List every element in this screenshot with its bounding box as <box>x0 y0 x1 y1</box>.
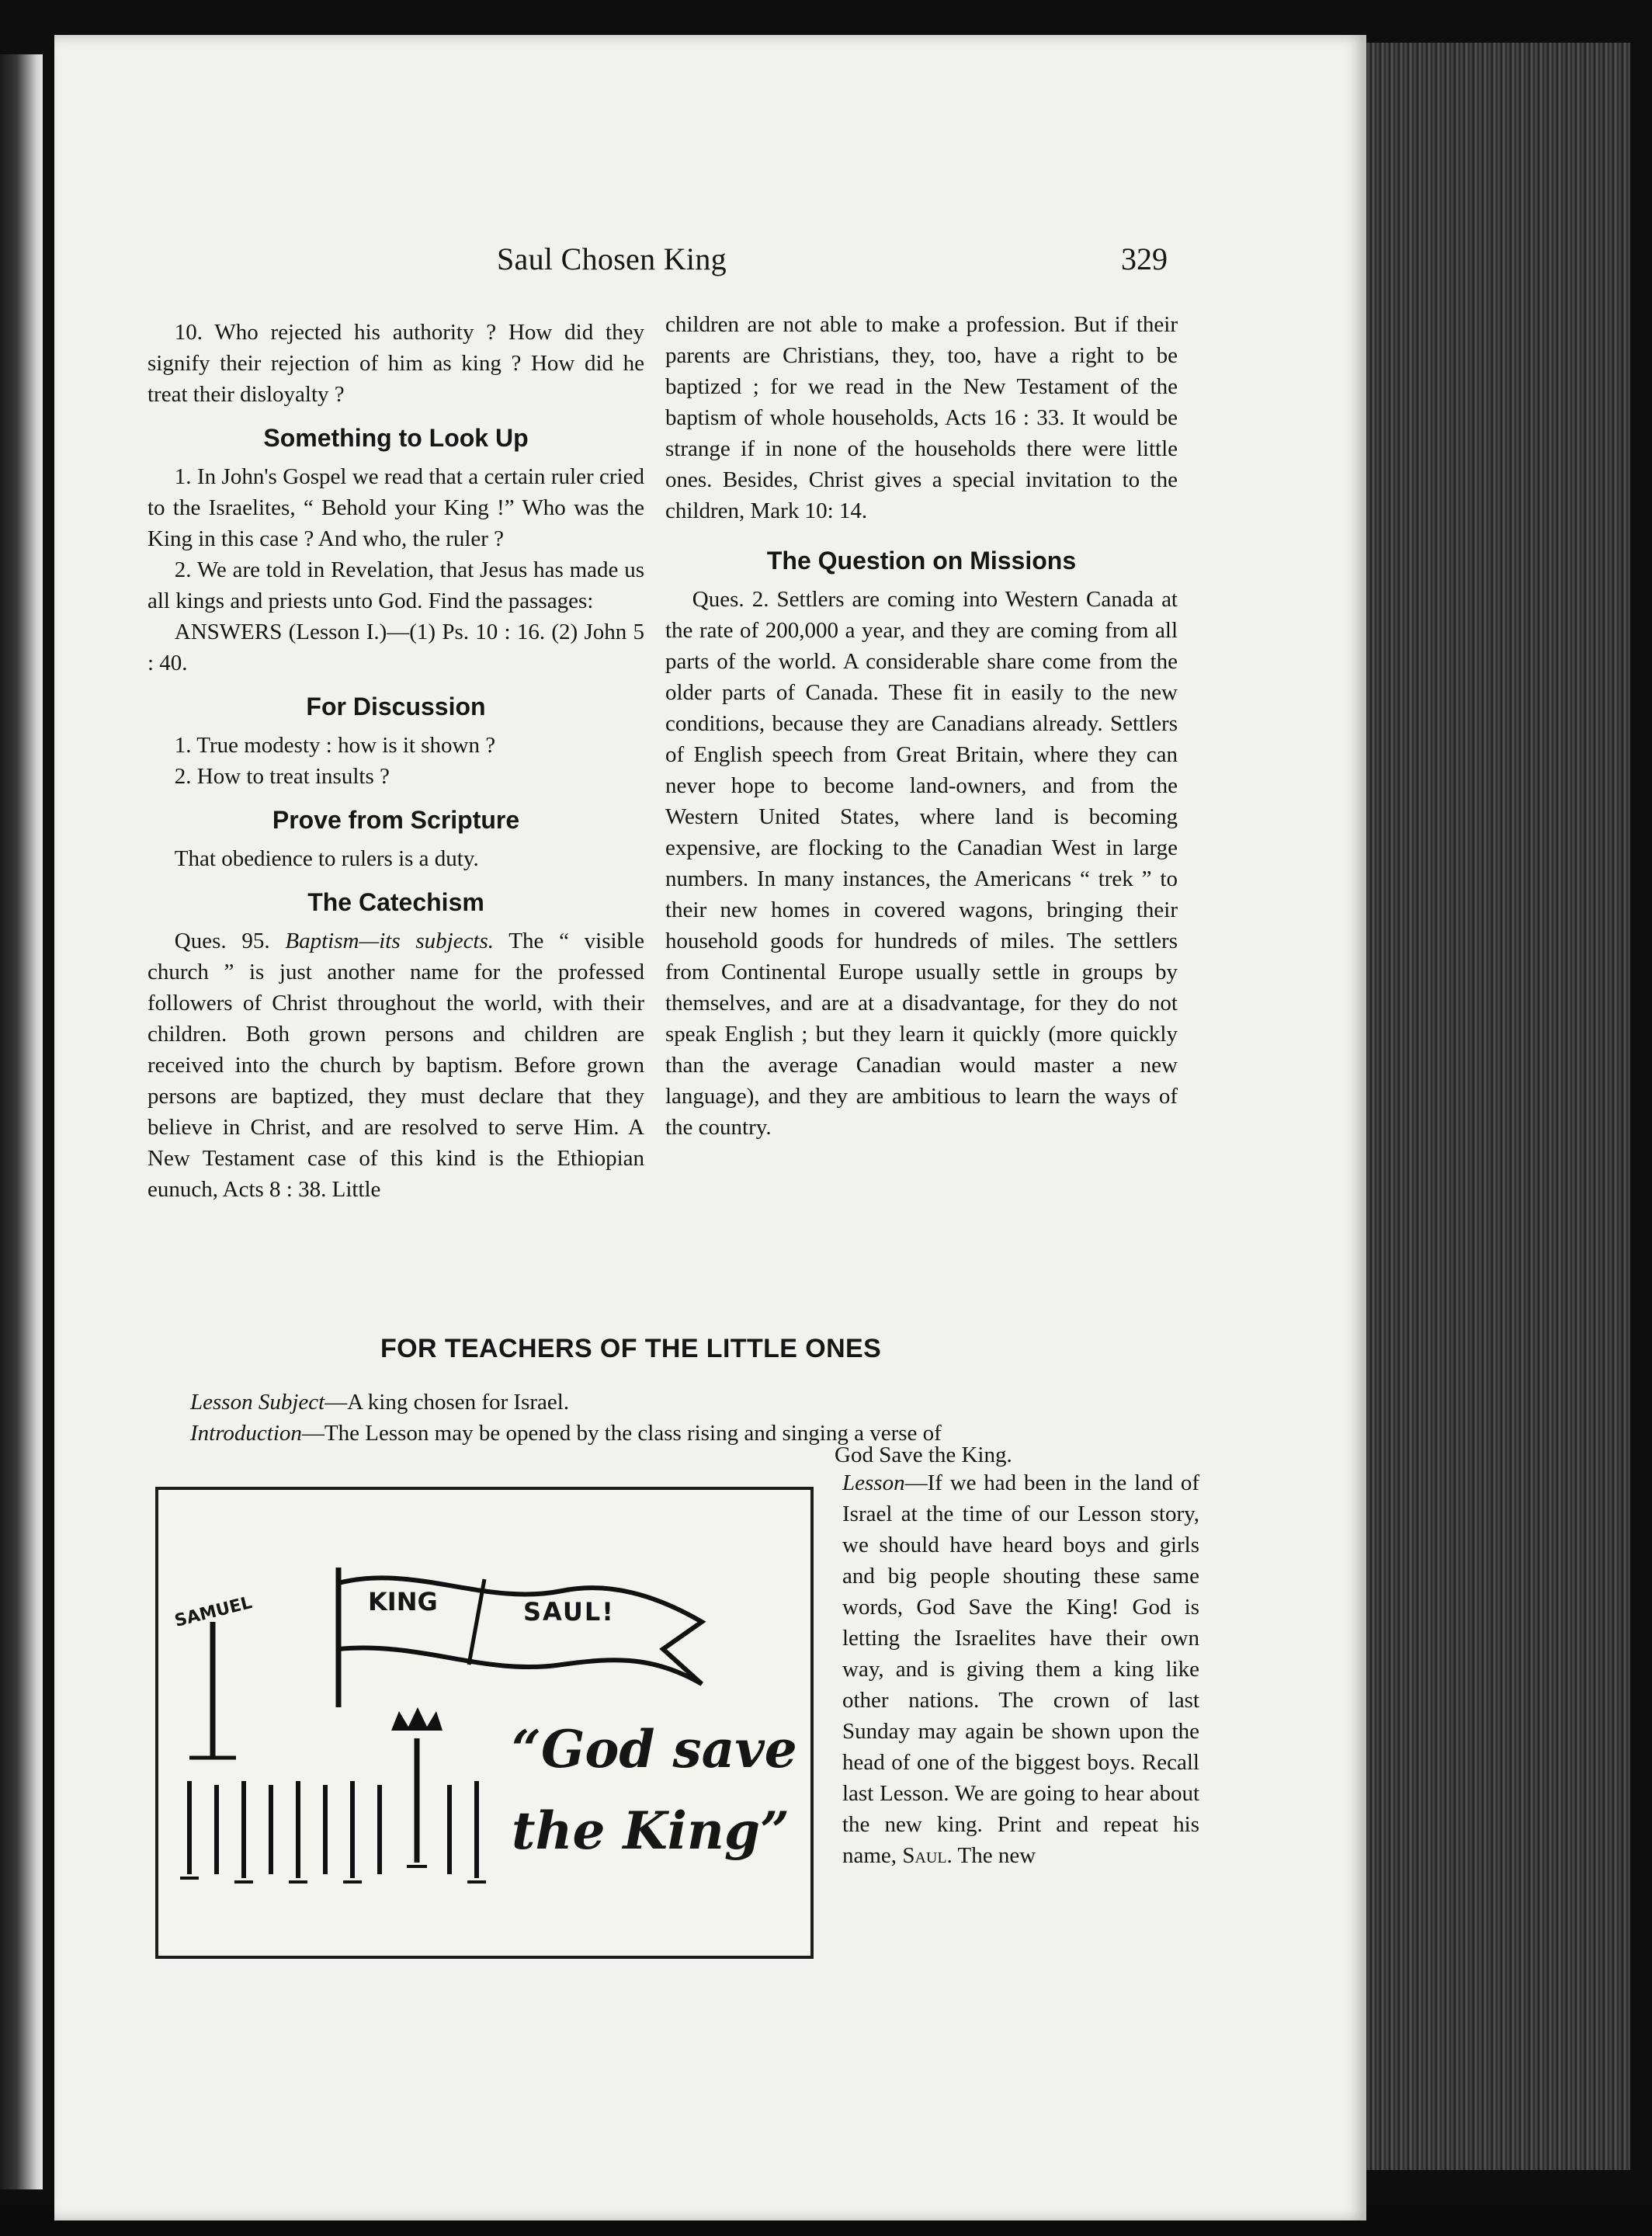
catechism-text <box>148 925 644 1205</box>
catechism-body: The “ visible church ” is just another name for the professed followers of Christ throughout the world, with their children. Both grown persons and children are received into the church by baptism. Before grown persons are baptized, they must declare that they believe in Christ, and are resolved to serve Him. A New Testament case of this kind is the Ethiopian eunuch, Acts 8 : 38. Little <box>148 929 644 1202</box>
right-column <box>665 309 1178 1143</box>
running-title: Saul Chosen King <box>497 241 727 276</box>
lesson-subject-text: —A king chosen for Israel. <box>324 1390 570 1415</box>
discussion-heading: For Discussion <box>306 693 486 720</box>
people-feet <box>180 1866 486 1882</box>
missions-text: Ques. 2. Settlers are coming into Western Canada at the rate of 200,000 a year, and they are coming from all parts of the world. A considerable share come from the older parts of Canada. These fit in easily to the new conditions, because they are Canadians already. Settlers of English speech from Great Britain, where they can never hope to become land-owners, and from the Western United States, where land is becoming expensive, are flocking to the Canadian West in large numbers. In many instances, the Americans “ trek ” to their new homes in covered wagons, bringing their household goods for hundreds of miles. The settlers from Continental Europe usually settle in groups by themselves, and are at a disadvantage, for they do not speak English ; but they learn it quickly (more quickly than the average Canadian would master a new language), and they are ambitious to learn the ways of the country. <box>665 587 1178 1140</box>
baptism-continuation: children are not able to make a profession. But if their parents are Christians, they, too, have a right to be baptized ; for we read in the New Testament of the baptism of whole households, Acts 16 : 33. It would be strange if in none of the households there were little ones. Besides, Christ gives a special invitation to the children, Mark 10: 14. <box>665 312 1178 523</box>
catechism-lead: Ques. 95. <box>174 929 270 953</box>
look-up-heading: Something to Look Up <box>263 424 529 452</box>
catechism-topic: Baptism—its subjects. <box>285 929 495 953</box>
prove-text: That obedience to rulers is a duty. <box>174 846 479 871</box>
introduction-continued: God Save the King. <box>835 1443 1012 1467</box>
introduction-label: Introduction <box>190 1421 302 1446</box>
page-number: 329 <box>1121 241 1168 276</box>
lesson-subject <box>190 1387 569 1418</box>
king-label: KING <box>368 1587 438 1616</box>
prove-heading: Prove from Scripture <box>272 806 520 834</box>
look-up-2: 2. We are told in Revelation, that Jesus has made us all kings and priests unto God. Find the passages: <box>148 557 644 613</box>
question-10: 10. Who rejected his authority ? How did they signify their rejection of him as king ? How did he treat their disloyalty ? <box>148 320 644 407</box>
lesson-subject-label: Lesson Subject <box>190 1390 325 1415</box>
people-figures <box>189 1781 477 1878</box>
missions-heading: The Question on Missions <box>766 547 1077 575</box>
samuel-label: SAMUEL <box>172 1593 255 1631</box>
caption-god-save: “God save <box>512 1719 797 1779</box>
lesson-label: Lesson <box>842 1470 905 1495</box>
blackboard-illustration <box>155 1487 814 1959</box>
crown-icon <box>391 1707 442 1731</box>
left-column <box>148 317 644 1205</box>
lesson-text <box>842 1467 1199 1871</box>
look-up-1: 1. In John's Gospel we read that a certain ruler cried to the Israelites, “ Behold your King !” Who was the King in this case ? And who, the ruler ? <box>148 464 644 551</box>
lesson-body: —If we had been in the land of Israel at the time of our Lesson story, we should have heard boys and girls and big people shouting these same words, God Save the King! God is letting the Israelites have their own way, and is giving them a king like other nations. The crown of last Sunday may again be shown upon the head of one of the biggest boys. Recall last Lesson. We are going to hear about the new king. Print and repeat his name, <box>842 1470 1199 1868</box>
book-page-edges <box>1366 43 1630 2170</box>
answers: ANSWERS (Lesson I.)—(1) Ps. 10 : 16. (2) John 5 : 40. <box>148 620 644 675</box>
discussion-2: 2. How to treat insults ? <box>174 764 390 789</box>
lesson-name: Saul <box>902 1843 947 1868</box>
introduction <box>190 1418 1199 1449</box>
saul-label: SAUL! <box>523 1597 615 1627</box>
book-left-edge <box>0 54 43 2189</box>
lesson-tail: . The new <box>946 1843 1036 1868</box>
discussion-1: 1. True modesty : how is it shown ? <box>174 733 496 758</box>
teachers-heading: FOR TEACHERS OF THE LITTLE ONES <box>380 1334 882 1363</box>
caption-the-king: the King” <box>512 1800 790 1861</box>
catechism-heading: The Catechism <box>307 888 484 916</box>
introduction-text: —The Lesson may be opened by the class rising and singing a verse of <box>301 1421 942 1446</box>
lesson-column <box>842 1467 1199 1871</box>
